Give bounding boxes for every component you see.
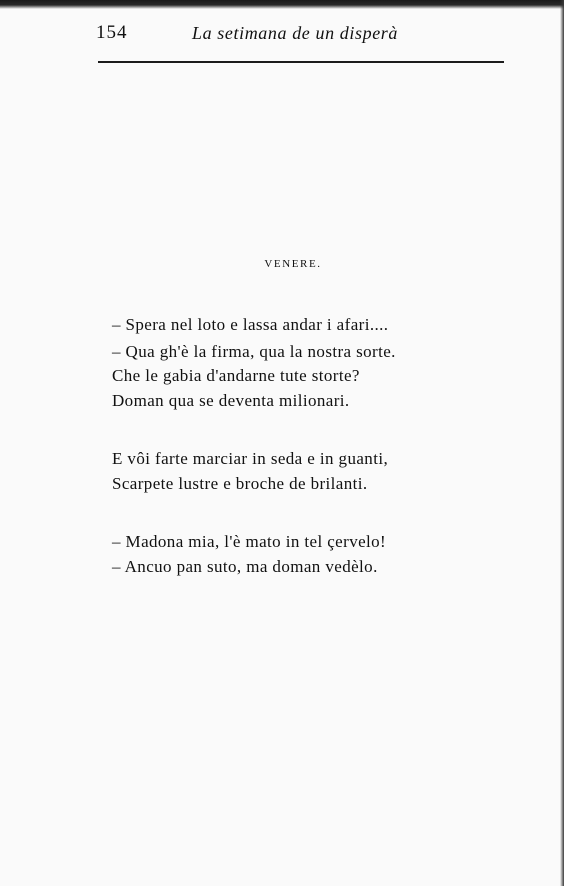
verse-line: Doman qua se deventa milionari.: [112, 391, 350, 410]
poem-title: VENERE.: [264, 258, 322, 270]
verse-line: Che le gabia d'andarne tute storte?: [112, 366, 360, 385]
header-rule: [98, 61, 504, 63]
verse-line: – Ancuo pan suto, ma doman vedèlo.: [112, 557, 378, 576]
page-header: [96, 22, 506, 52]
verse-line: – Madona mia, l'è mato in tel çervelo!: [112, 532, 387, 551]
verse-line: – Qua gh'è la firma, qua la nostra sorte.: [112, 342, 396, 361]
scan-side-shadow: [560, 0, 564, 886]
page-number: 154: [96, 22, 128, 43]
verse-line: E vôi farte marciar in seda e in guanti,: [112, 449, 389, 468]
verse-line: – Spera nel loto e lassa andar i afari....: [112, 315, 389, 334]
verse-line: Scarpete lustre e broche de brilanti.: [112, 474, 368, 493]
scan-edge-shadow: [0, 0, 564, 9]
running-title: La setimana de un disperà: [192, 23, 398, 43]
